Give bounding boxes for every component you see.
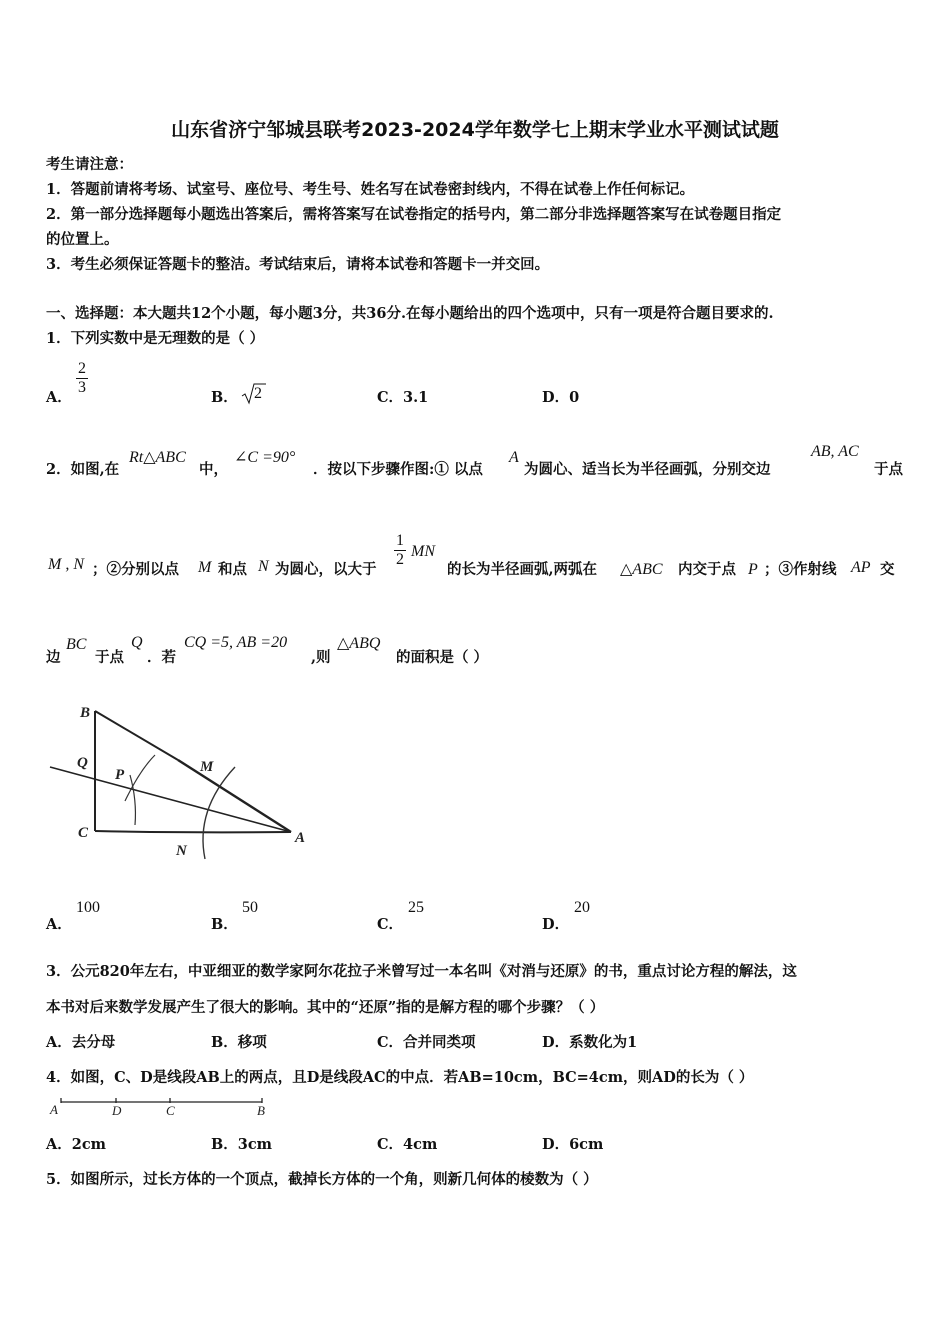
q2-text: 交 (880, 561, 895, 578)
q2-text: 为圆心、适当长为半径画弧，分别交边 (524, 461, 771, 478)
notice-item: 的位置上。 (46, 231, 119, 248)
q2-math: ∠C =90° (234, 449, 296, 466)
q2-triangle-figure (45, 685, 320, 865)
section-heading: 一、选择题：本大题共12个小题，每小题3分，共36分.在每小题给出的四个选项中，只有一项是符合题目要求的. (46, 305, 774, 322)
q2-text: ．若 (147, 649, 176, 666)
segment-label: B (257, 1103, 265, 1118)
q2-option-label: C． (377, 916, 404, 933)
q2-math: N (258, 558, 269, 575)
q3-option: A．去分母 (46, 1034, 116, 1051)
q2-math: M (198, 559, 212, 576)
q3-stem-line2: 本书对后来数学发展产生了很大的影响。其中的“还原”指的是解方程的哪个步骤？（ ） (46, 999, 605, 1016)
figure-label: P (115, 767, 125, 783)
q4-option: A．2cm (46, 1136, 107, 1153)
q1-option-b: B． (211, 389, 238, 406)
q2-text: 中， (199, 461, 228, 478)
q2-text: 为圆心，以大于 (275, 561, 377, 578)
notice-item: 2．第一部分选择题每小题选出答案后，需将答案写在试卷指定的括号内，第二部分非选择题答案写在试卷题目指定 (46, 206, 782, 223)
q2-text: ,则 (311, 649, 331, 666)
q4-option: D．6cm (542, 1136, 604, 1153)
figure-label: B (80, 705, 91, 721)
q2-math: CQ =5, AB =20 (184, 634, 288, 651)
q2-math: △ABC (620, 561, 663, 578)
q2-option-label: A． (46, 916, 72, 933)
q2-math: △ABQ (337, 635, 381, 652)
segment-label: A (50, 1102, 58, 1117)
q2-text: ．按以下步骤作图:① 以点 (313, 461, 483, 478)
q2-text: ；②分别以点 (92, 561, 179, 578)
figure-label: C (78, 825, 89, 841)
figure-label: A (295, 830, 306, 846)
figure-label: Q (77, 755, 88, 771)
page-title: 山东省济宁邹城县联考2023-2024学年数学七上期末学业水平测试试题 (171, 119, 779, 141)
q4-segment-figure (46, 1094, 276, 1120)
notice-item: 3．考生必须保证答题卡的整洁。考试结束后，请将本试卷和答题卡一并交回。 (46, 256, 550, 273)
figure-label: M (200, 759, 214, 775)
q4-option: B．3cm (211, 1136, 273, 1153)
q2-math: AB, AC (811, 443, 859, 460)
q3-stem-line1: 3．公元820年左右，中亚细亚的数学家阿尔花拉子米曾写过一本名叫《对消与还原》的书，重点讨论方程的解法，这 (46, 963, 797, 980)
q2-text: 2．如图,在 (46, 461, 120, 478)
segment-label: C (166, 1103, 175, 1118)
q1-option-a: A． (46, 389, 72, 406)
q4-stem: 4．如图，C、D是线段AB上的两点，且D是线段AC的中点．若AB=10cm，BC=4cm，则AD的长为（ ） (46, 1069, 754, 1086)
q3-option: B．移项 (211, 1034, 267, 1051)
q2-option-value: 100 (76, 899, 100, 916)
q2-option-value: 50 (242, 899, 258, 916)
q2-text: 边 (46, 649, 61, 666)
q2-text: 的面积是（ ） (396, 649, 489, 666)
q4-option: C．4cm (377, 1136, 438, 1153)
q2-option-label: D． (542, 916, 570, 933)
q2-math: MN (411, 543, 435, 560)
q3-option: C．合并同类项 (377, 1034, 476, 1051)
notice-item: 1．答题前请将考场、试室号、座位号、考生号、姓名写在试卷密封线内，不得在试卷上作任何标记。 (46, 181, 695, 198)
q1-option-d: D．0 (542, 389, 580, 406)
q2-math: Q (131, 634, 143, 651)
q2-text: 于点 (95, 649, 124, 666)
q2-option-label: B． (211, 916, 238, 933)
q1-option-b-value: 2 (254, 385, 262, 402)
q2-text: 的长为半径画弧,两弧在 (447, 561, 598, 578)
q2-math: AP (851, 559, 871, 576)
q1-stem: 1．下列实数中是无理数的是（ ） (46, 330, 265, 347)
q2-option-value: 20 (574, 899, 590, 916)
segment-label: D (112, 1103, 122, 1118)
q2-option-value: 25 (408, 899, 424, 916)
notice-heading: 考生请注意： (46, 156, 133, 173)
q2-text: ；③作射线 (764, 561, 837, 578)
q2-math: A (509, 449, 519, 466)
q3-option: D．系数化为1 (542, 1034, 638, 1051)
q5-stem: 5．如图所示，过长方体的一个顶点，截掉长方体的一个角，则新几何体的棱数为（ ） (46, 1171, 598, 1188)
q2-math: Rt△ABC (129, 449, 186, 466)
q2-math: M , N (48, 556, 84, 573)
q2-text: 内交于点 (678, 561, 736, 578)
q2-text: 于点 (874, 461, 903, 478)
q2-text: 和点 (218, 561, 247, 578)
q1-option-c: C．3.1 (377, 389, 429, 406)
q1-option-a-fraction: $\frac{2}{3}$ (78, 360, 86, 396)
q2-math: BC (66, 636, 87, 653)
q2-fraction: $\frac{1}{2}$ (396, 532, 404, 568)
figure-label: N (176, 843, 187, 859)
q2-math: P (748, 561, 758, 578)
